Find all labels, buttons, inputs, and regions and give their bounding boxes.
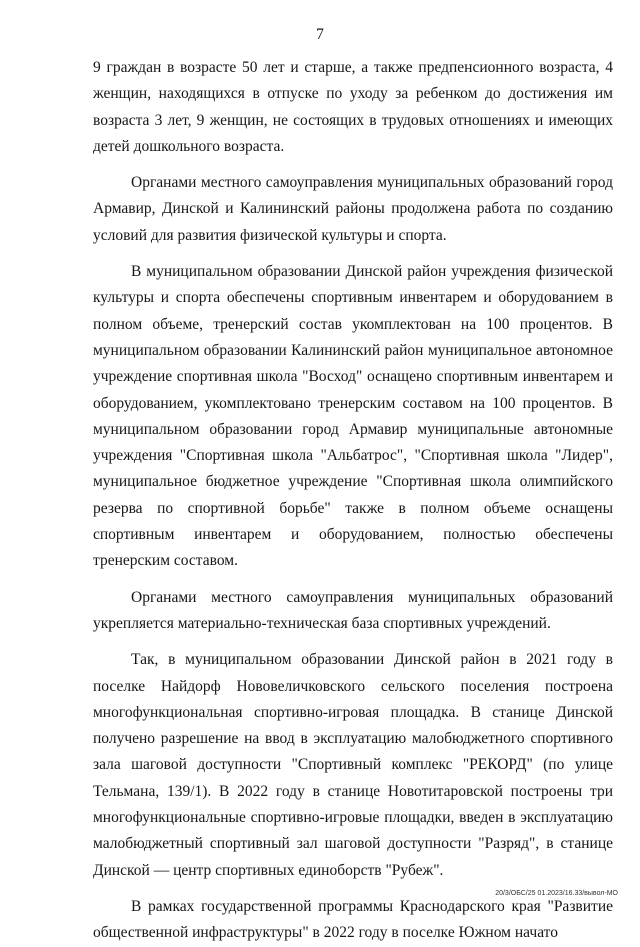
document-footer-code: 20/3/ОБС/25 01.2023/16.33/вывол-МО bbox=[495, 890, 618, 897]
paragraph-5: Так, в муниципальном образовании Динской район в 2021 году в поселке Найдорф Нововеличковского сельского поселения построена многофункциональная спортивно-игровая площадка. В станице Динской получено разрешение на ввод в эксплуатацию малобюджетного спортивного зала шаговой доступности "Спортивный комплекс "РЕКОРД" (по улице Тельмана, 139/1). В 2022 году в станице Новотитаровской построены три многофункциональные спортивно-игровые площадки, введен в эксплуатацию малобюджетный спортивный зал шаговой доступности "Разряд", в станице Динской — центр спортивных единоборств "Рубеж". bbox=[93, 651, 613, 879]
document-body bbox=[93, 55, 613, 947]
paragraph-4: Органами местного самоуправления муниципальных образований укрепляется материально-техническая база спортивных учреждений. bbox=[93, 588, 613, 632]
paragraph-2: Органами местного самоуправления муниципальных образований город Армавир, Динской и Калининский районы продолжена работа по созданию условий для развития физической культуры и спорта. bbox=[93, 174, 613, 244]
paragraph-6: В рамках государственной программы Краснодарского края "Развитие общественной инфраструктуры" в 2022 году в поселке Южном начато bbox=[93, 897, 613, 942]
paragraph-3: В муниципальном образовании Динской район учреждения физической культуры и спорта обеспечены спортивным инвентарем и оборудованием в полном объеме, тренерский состав укомплектован на 100 процентов. В муниципальном образовании Калининский район муниципальное автономное учреждение спортивная школа "Восход" оснащено спортивным инвентарем и оборудованием, укомплектовано тренерским составом на 100 процентов. В муниципальном образовании город Армавир муниципальные автономные учреждения "Спортивная школа "Альбатрос", "Спортивная школа "Лидер", муниципальное бюджетное учреждение "Спортивная школа олимпийского резерва по спортивной борьбе" также в полном объеме оснащены спортивным инвентарем и оборудованием, полностью обеспечены тренерским составом. bbox=[93, 263, 613, 570]
paragraph-1: 9 граждан в возрасте 50 лет и старше, а также предпенсионного возраста, 4 женщин, находящихся в отпуске по уходу за ребенком до достижения им возраста 3 лет, 9 женщин, не состоящих в трудовых отношениях и имеющих детей дошкольного возраста. bbox=[93, 59, 613, 155]
page-number: 7 bbox=[316, 26, 324, 43]
